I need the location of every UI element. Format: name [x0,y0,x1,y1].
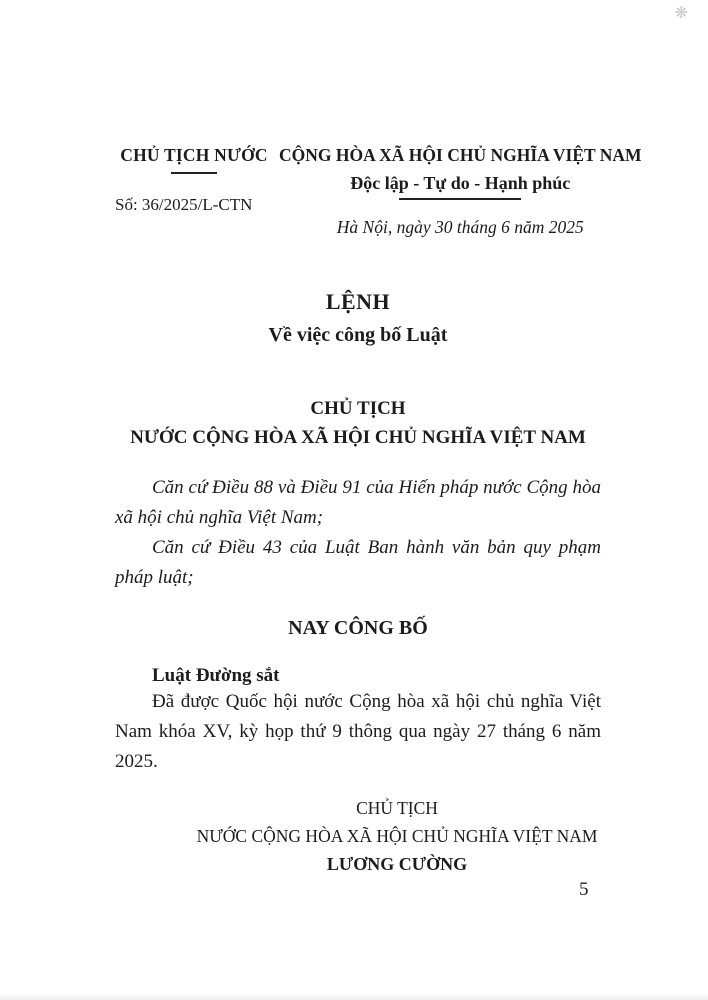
national-title: CỘNG HÒA XÃ HỘI CHỦ NGHĨA VIỆT NAM [279,145,642,165]
document-header [115,145,642,238]
passage-paragraph: Đã được Quốc hội nước Cộng hòa xã hội chủ nghĩa Việt Nam khóa XV, kỳ họp thứ 9 thông qua ngày 27 tháng 6 năm 2025. [115,691,601,772]
signature-title-line-2: NƯỚC CỘNG HÒA XÃ HỘI CHỦ NGHĨA VIỆT NAM [196,826,598,846]
document-number: Số: 36/2025/L-CTN [115,195,253,214]
florette-icon: ❋ [674,3,688,22]
law-name: Luật Đường sắt [152,665,280,686]
motto-underline [399,198,521,200]
page-content [115,145,642,878]
signature-block [154,794,640,878]
issuer-title: CHỦ TỊCH NƯỚC [120,145,268,165]
place-and-date: Hà Nội, ngày 30 tháng 6 năm 2025 [336,217,584,237]
signer-name: LƯƠNG CƯỜNG [326,854,468,874]
authority-line-1: CHỦ TỊCH [310,398,406,419]
authority-line-2: NƯỚC CỘNG HÒA XÃ HỘI CHỦ NGHĨA VIỆT NAM [130,427,586,448]
legal-basis-paragraph-1: Căn cứ Điều 88 và Điều 91 của Hiến pháp nước Cộng hòa xã hội chủ nghĩa Việt Nam; [115,477,601,528]
document-title: LỆNH [325,289,391,314]
document-subtitle: Về việc công bố Luật [268,324,448,346]
issuing-authority [115,394,601,452]
announce-heading: NAY CÔNG BỐ [288,617,428,639]
issuer-underline [171,172,217,174]
page-number: 5 [579,879,589,900]
signature-title-line-1: CHỦ TỊCH [356,798,438,818]
legal-basis-paragraph-2: Căn cứ Điều 43 của Luật Ban hành văn bản quy phạm pháp luật; [115,537,601,588]
header-national-block [273,145,642,238]
header-issuer-block [115,145,273,215]
national-motto: Độc lập - Tự do - Hạnh phúc [350,173,571,193]
document-body [115,473,601,777]
